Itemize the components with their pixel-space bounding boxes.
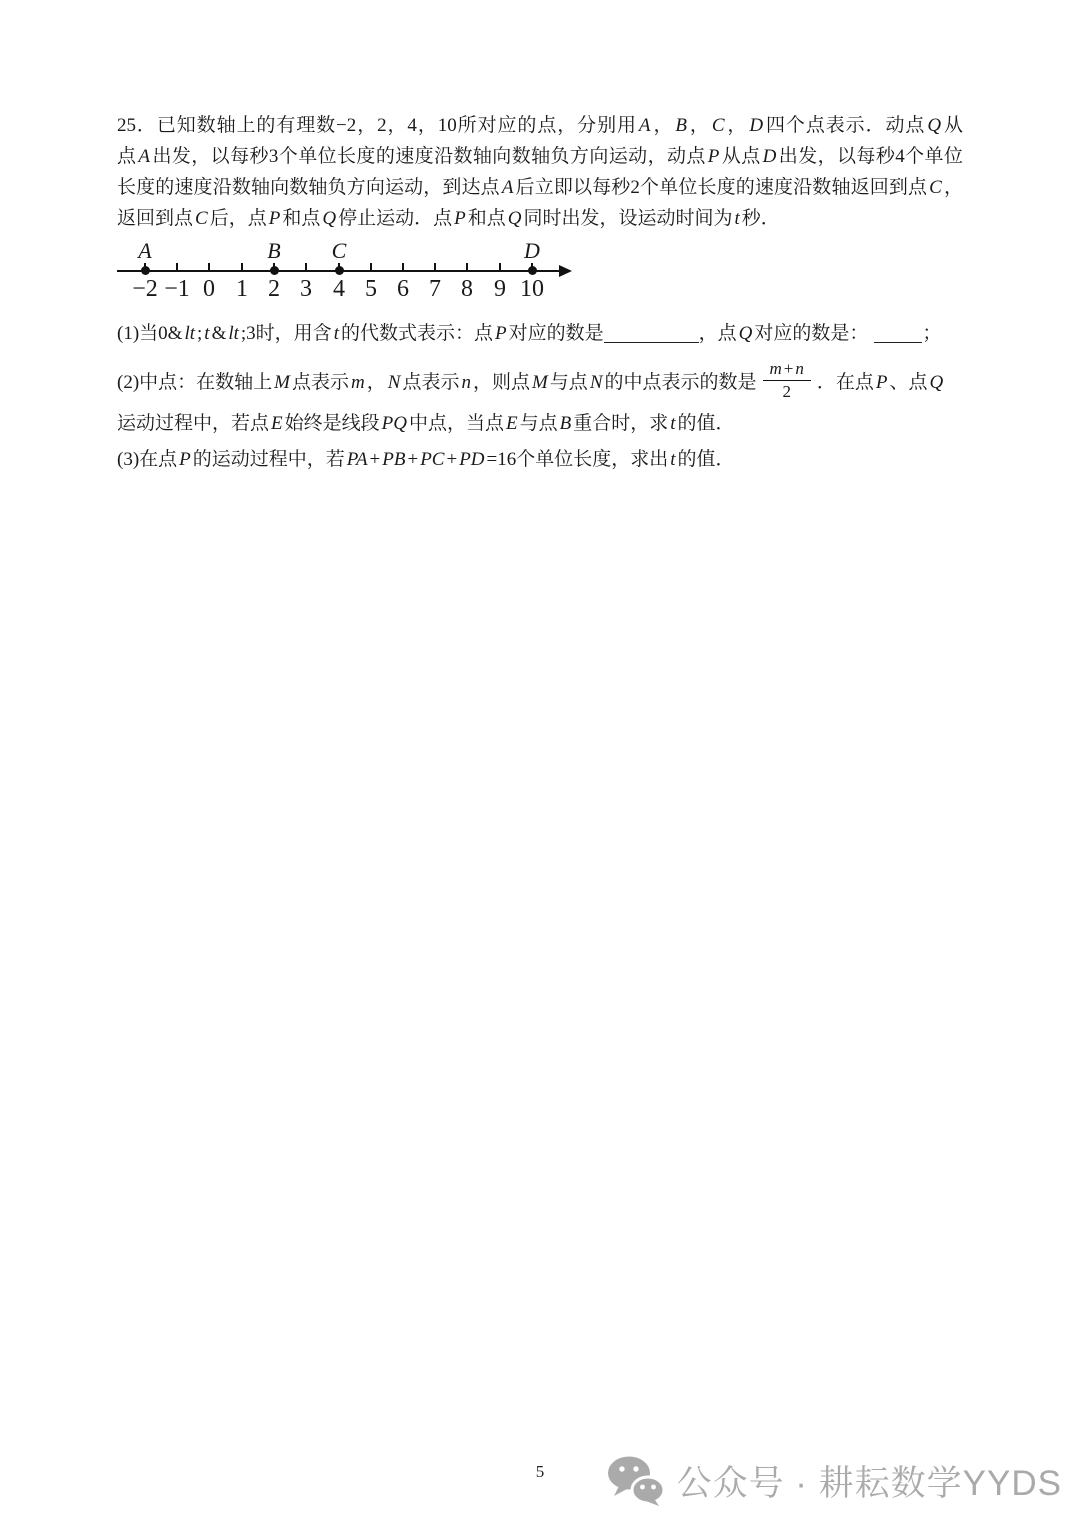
watermark-text: 公众号 · 耕耘数学YYDS: [676, 1464, 1062, 1503]
tick-label: 3: [300, 276, 312, 302]
question-1-text: ；: [922, 323, 942, 344]
point-dot-A: [141, 266, 150, 275]
tick-label: −1: [164, 276, 190, 302]
tick-label: 6: [397, 276, 409, 302]
tick-label: 1: [236, 276, 248, 302]
point-label-C: C: [331, 238, 347, 263]
question-2-text: ．在点 P 、点 Q: [816, 372, 944, 393]
problem-line: 点 A 出发，以每秒3个单位长度的速度沿数轴向数轴负方向运动，动点 P 从点 D 出发，以每秒4个单位: [117, 146, 963, 167]
point-dot-C: [335, 266, 344, 275]
number-line-figure: [117, 239, 597, 305]
tick-mark: [434, 263, 436, 271]
point-label-A: A: [138, 238, 152, 263]
problem-line: 返回到点 C 后，点 P 和点 Q 停止运动．点 P 和点 Q 同时出发，设运动时间为 t 秒．: [117, 208, 780, 229]
problem-statement: [117, 110, 963, 234]
tick-label: 10: [520, 276, 544, 302]
fraction: [763, 359, 811, 403]
tick-mark: [305, 263, 307, 271]
problem-line: 长度的速度沿数轴向数轴负方向运动，到达点 A 后立即以每秒2个单位长度的速度沿数轴返回到点 C ，: [117, 177, 963, 198]
point-label-D: D: [524, 238, 540, 263]
question-1: [117, 319, 963, 349]
tick-mark: [208, 263, 210, 271]
answer-blank-p: [604, 323, 699, 343]
problem-line: 25．已知数轴上的有理数−2，2，4，10所对应的点，分别用 A ， B ， C ， D 四个点表示．动点 Q 从: [117, 115, 963, 136]
tick-mark: [241, 263, 243, 271]
tick-label: 4: [333, 276, 345, 302]
tick-label: 7: [429, 276, 441, 302]
wechat-icon: [607, 1455, 665, 1507]
question-2: [117, 357, 963, 409]
tick-mark: [466, 263, 468, 271]
tick-mark: [499, 263, 501, 271]
question-1-text: ，点 Q 对应的数是：: [698, 323, 869, 344]
tick-mark: [402, 263, 404, 271]
tick-mark: [176, 263, 178, 271]
point-dot-B: [270, 266, 279, 275]
question-2-continued: 运动过程中，若点 E 始终是线段 PQ 中点，当点 E 与点 B 重合时，求 t 的值．: [117, 413, 735, 434]
question-1-text: (1)当0& lt ; t & lt ;3时，用含 t 的代数式表示：点 P 对应的数是: [117, 323, 604, 344]
question-2-text: (2)中点：在数轴上 M 点表示 m ， N 点表示 n ，则点 M 与点 N 的中点表示的数是: [117, 372, 757, 393]
tick-label: 9: [494, 276, 506, 302]
answer-blank-q: [874, 323, 922, 343]
tick-label: 0: [203, 276, 215, 302]
fraction-denominator: 2: [782, 382, 791, 402]
tick-mark: [370, 263, 372, 271]
page-number: 5: [535, 1462, 545, 1481]
fraction-numerator: m + n: [763, 359, 811, 381]
watermark: [607, 1455, 1062, 1507]
point-label-B: B: [267, 238, 281, 263]
point-dot-D: [528, 266, 537, 275]
tick-label: 8: [461, 276, 473, 302]
tick-label: 2: [268, 276, 280, 302]
axis-arrow-icon: [559, 265, 572, 277]
tick-label: −2: [132, 276, 158, 302]
problem-block: [117, 110, 963, 475]
tick-label: 5: [365, 276, 377, 302]
question-3: (3)在点 P 的运动过程中，若 PA + PB + PC + PD =16个单位长度，求出 t 的值．: [117, 449, 735, 470]
